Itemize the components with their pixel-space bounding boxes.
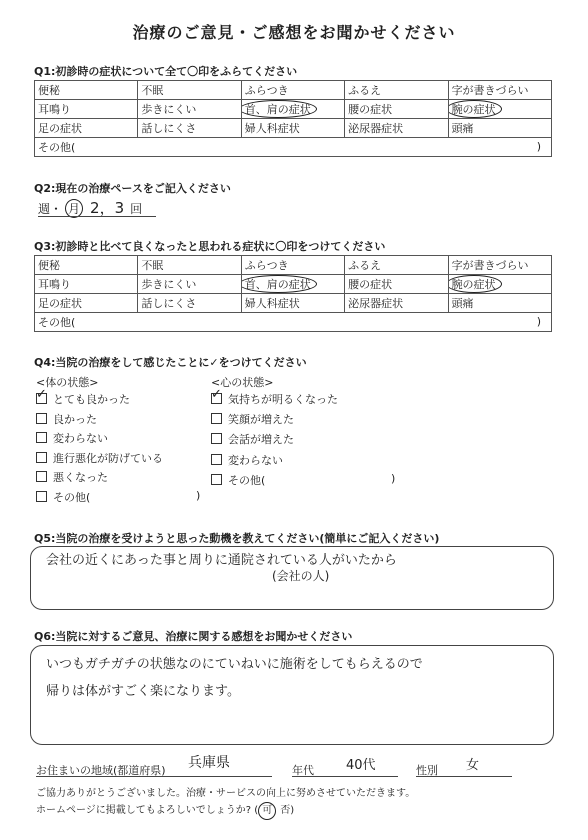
q1-cell[interactable]: 腰の症状	[345, 100, 448, 119]
q2-underline	[38, 216, 156, 217]
publish-yes-circled[interactable]: 可	[258, 802, 276, 820]
checkbox-icon[interactable]	[211, 454, 222, 465]
q4-body-label: 変わらない	[53, 432, 108, 446]
q1-symptom-table	[34, 80, 552, 157]
q1-heading: Q1:初診時の症状について全て〇印をふらてください	[34, 65, 298, 78]
table-row	[35, 256, 552, 275]
q4-body-label: 良かった	[53, 412, 97, 426]
q4-body-label: とても良かった	[53, 393, 130, 406]
q3-cell[interactable]: 便秘	[35, 256, 138, 275]
q1-other-label: その他(	[38, 141, 76, 154]
q4-body-item[interactable]	[36, 489, 90, 505]
age-label: 年代	[292, 764, 314, 777]
q3-cell[interactable]: 頭痛	[448, 294, 551, 313]
checkbox-icon[interactable]	[36, 432, 47, 443]
table-row	[35, 275, 552, 294]
address-value: 兵庫県	[188, 755, 230, 771]
q2-unit: 回	[130, 202, 143, 216]
q4-mind-other-close: )	[391, 472, 396, 485]
q1-cell-circled[interactable]	[241, 100, 344, 119]
q3-cell[interactable]: 泌尿器症状	[345, 294, 448, 313]
address-label: お住まいの地域(都道府県)	[36, 764, 166, 777]
q4-body-item[interactable]	[36, 391, 130, 407]
q1-cell[interactable]: 話しにくさ	[138, 119, 241, 138]
checkbox-checked-icon[interactable]	[211, 393, 222, 404]
q4-body-item[interactable]	[36, 450, 163, 466]
q1-cell[interactable]: 歩きにくい	[138, 100, 241, 119]
sex-underline	[416, 776, 512, 777]
q1-cell[interactable]: 便秘	[35, 81, 138, 100]
q2-pace-field[interactable]	[38, 197, 142, 218]
q3-other-close: )	[536, 315, 541, 328]
q3-cell-circled[interactable]	[448, 275, 551, 294]
q3-cell[interactable]: 話しにくさ	[138, 294, 241, 313]
q3-cell[interactable]: 足の症状	[35, 294, 138, 313]
sex-label: 性別	[416, 764, 438, 777]
publish-paren: (	[254, 805, 259, 816]
address-underline	[36, 776, 272, 777]
circle-mark: 腕の症状	[448, 275, 502, 293]
circle-mark: 腕の症状	[448, 100, 502, 118]
checkbox-icon[interactable]	[211, 474, 222, 485]
q4-heading: Q4:当院の治療をして感じたことに✓をつけてください	[34, 356, 307, 369]
q4-mind-label: 変わらない	[228, 453, 283, 467]
table-row	[35, 313, 552, 332]
q1-cell-circled[interactable]	[448, 100, 551, 119]
q3-cell[interactable]: 腰の症状	[345, 275, 448, 294]
circle-mark: 首、肩の症状	[241, 275, 317, 293]
checkbox-icon[interactable]	[211, 433, 222, 444]
q4-mind-heading: <心の状態>	[211, 376, 274, 389]
footer-thanks: ご協力ありがとうございました。治療・サービスの向上に努めさせていただきます。	[36, 788, 416, 799]
table-row	[35, 81, 552, 100]
table-row	[35, 138, 552, 157]
q6-heading: Q6:当院に対するご意見、治療に関する感想をお聞かせください	[34, 630, 353, 643]
q5-answer-line1: 会社の近くにあった事と周りに通院されている人がいたから	[46, 553, 397, 568]
checkbox-checked-icon[interactable]	[36, 393, 47, 404]
q4-mind-item[interactable]	[211, 431, 294, 447]
checkbox-icon[interactable]	[36, 471, 47, 482]
page-title: 治療のご意見・ご感想をお聞かせください	[132, 23, 456, 42]
q3-cell[interactable]: ふらつき	[241, 256, 344, 275]
q1-cell[interactable]: ふらつき	[241, 81, 344, 100]
q2-month-circled: 月	[65, 199, 83, 218]
q4-mind-item[interactable]	[211, 452, 283, 468]
q1-cell[interactable]: 頭痛	[448, 119, 551, 138]
q5-answer-line2: (会社の人)	[272, 569, 330, 583]
q4-mind-label: 笑顔が増えた	[228, 413, 294, 427]
q4-body-item[interactable]	[36, 469, 108, 485]
q4-body-item[interactable]	[36, 411, 97, 427]
age-value: 40代	[346, 758, 376, 773]
q4-body-other-close: )	[196, 489, 201, 502]
q4-body-label: その他(	[53, 491, 91, 504]
q3-other-label: その他(	[38, 316, 76, 329]
q3-cell-circled[interactable]	[241, 275, 344, 294]
q1-cell[interactable]: ふるえ	[345, 81, 448, 100]
footer-publish-question	[36, 801, 294, 820]
q2-count-handwritten: 2，3	[90, 199, 125, 217]
sex-value: 女	[466, 758, 480, 773]
q4-mind-label: その他(	[228, 473, 266, 487]
q1-other-close: )	[536, 140, 541, 153]
q3-cell[interactable]: 字が書きづらい	[448, 256, 551, 275]
publish-no[interactable]: 否)	[280, 805, 295, 816]
publish-question-text: ホームページに掲載してもよろしいでしょうか?	[36, 805, 252, 816]
table-row	[35, 119, 552, 138]
q2-heading: Q2:現在の治療ペースをご記入ください	[34, 182, 231, 195]
checkbox-icon[interactable]	[211, 413, 222, 424]
q3-cell[interactable]: 婦人科症状	[241, 294, 344, 313]
q3-cell[interactable]: ふるえ	[345, 256, 448, 275]
circle-mark: 首、肩の症状	[241, 100, 317, 118]
q3-cell[interactable]: 耳鳴り	[35, 275, 138, 294]
checkbox-icon[interactable]	[36, 413, 47, 424]
table-row	[35, 294, 552, 313]
age-underline	[292, 776, 398, 777]
q3-cell[interactable]: 不眠	[138, 256, 241, 275]
q1-other-field[interactable]	[35, 138, 552, 157]
q4-mind-item[interactable]	[211, 391, 338, 407]
checkbox-icon[interactable]	[36, 491, 47, 502]
q1-cell[interactable]: 不眠	[138, 81, 241, 100]
q2-week: 週	[38, 202, 51, 216]
q6-answer-line2: 帰りは体がすごく楽になります。	[46, 684, 240, 699]
q3-cell[interactable]: 歩きにくい	[138, 275, 241, 294]
q3-other-field[interactable]	[35, 313, 552, 332]
q4-body-label: 悪くなった	[53, 471, 108, 485]
q2-sep: ・	[50, 202, 63, 216]
q4-mind-item[interactable]	[211, 472, 265, 488]
checkbox-icon[interactable]	[36, 452, 47, 463]
table-row	[35, 100, 552, 119]
q1-cell[interactable]: 婦人科症状	[241, 119, 344, 138]
q4-body-heading: <体の状態>	[36, 376, 99, 389]
q1-cell[interactable]: 足の症状	[35, 119, 138, 138]
q4-mind-label: 気持ちが明るくなった	[228, 393, 338, 406]
q4-mind-label: 会話が増えた	[228, 433, 294, 447]
q4-body-label: 進行悪化が防げている	[53, 451, 163, 465]
q5-heading: Q5:当院の治療を受けようと思った動機を教えてください(簡単にご記入ください)	[34, 532, 440, 545]
q1-cell[interactable]: 字が書きづらい	[448, 81, 551, 100]
q4-body-item[interactable]	[36, 430, 108, 446]
q1-cell[interactable]: 泌尿器症状	[345, 119, 448, 138]
q6-answer-line1: いつもガチガチの状態なのにていねいに施術をしてもらえるので	[46, 657, 423, 672]
q3-symptom-table	[34, 255, 552, 332]
q3-heading: Q3:初診時と比べて良くなったと思われる症状に〇印をつけてください	[34, 240, 386, 253]
q4-mind-item[interactable]	[211, 411, 294, 427]
q1-cell[interactable]: 耳鳴り	[35, 100, 138, 119]
